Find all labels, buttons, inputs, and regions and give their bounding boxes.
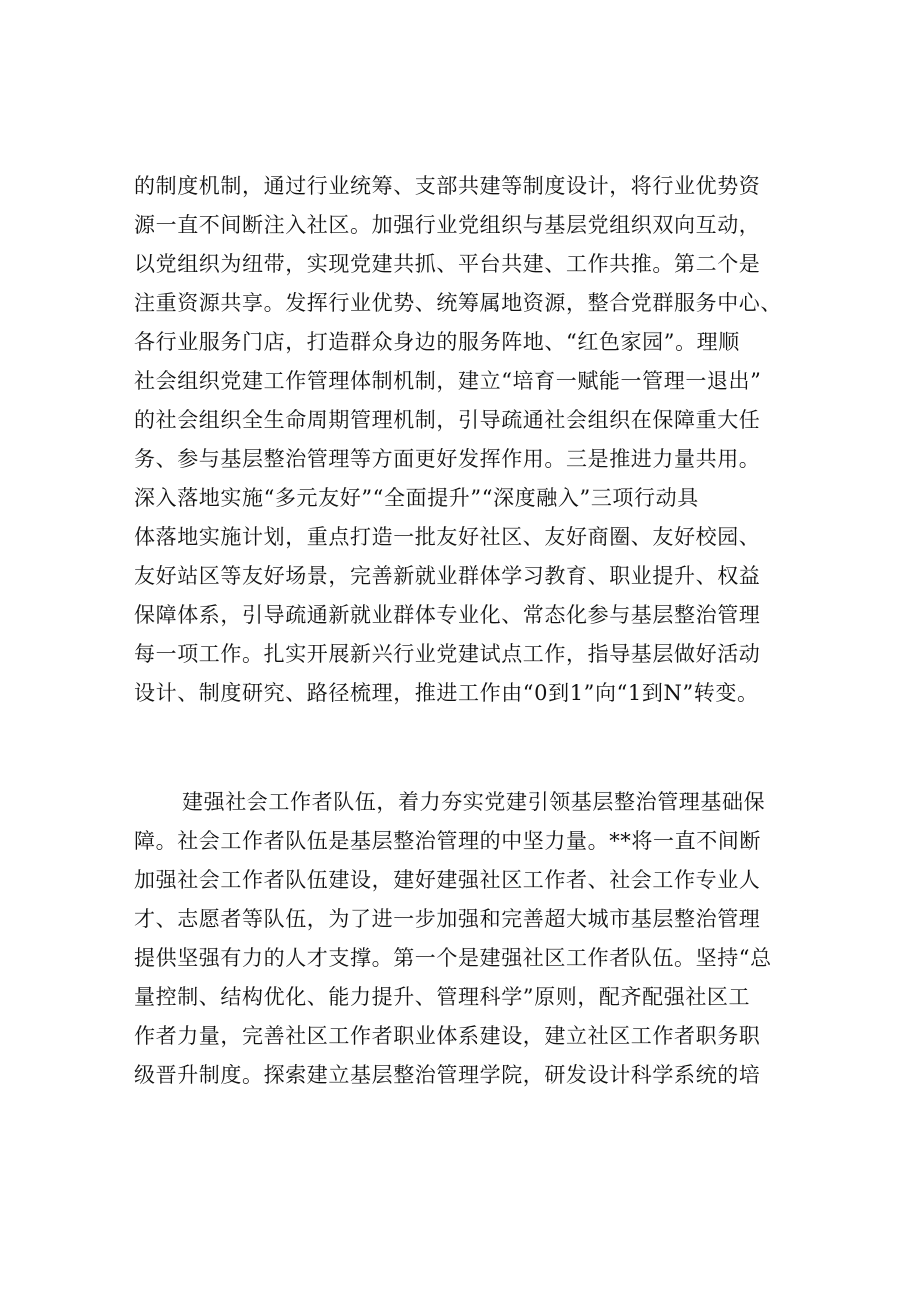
paragraph-1-line: 保障体系，引导疏通新就业群体专业化、常态化参与基层整治管理 bbox=[134, 603, 761, 627]
paragraph-2 bbox=[134, 783, 798, 1095]
paragraph-2-line: 建强社会工作者队伍，着力夯实党建引领基层整治管理基础保 bbox=[182, 790, 766, 814]
paragraph-1-line: 源一直不间断注入社区。加强行业党组织与基层党组织双向互动， bbox=[134, 213, 761, 237]
paragraph-2-line: 量控制、结构优化、能力提升、管理科学”原则，配齐配强社区工 bbox=[134, 985, 751, 1009]
paragraph-1-line: 友好站区等友好场景，完善新就业群体学习教育、职业提升、权益 bbox=[134, 564, 761, 588]
paragraph-1-line: 体落地实施计划，重点打造一批友好社区、友好商圈、友好校园、 bbox=[134, 525, 761, 549]
paragraph-2-line: 级晋升制度。探索建立基层整治管理学院，研发设计科学系统的培 bbox=[134, 1063, 761, 1087]
paragraph-1-line: 设计、制度研究、路径梳理，推进工作由“0到1”向“1到N”转变。 bbox=[134, 681, 759, 705]
paragraph-1-line: 的社会组织全生命周期管理机制，引导疏通社会组织在保障重大任 bbox=[134, 408, 761, 432]
paragraph-2-line: 提供坚强有力的人才支撑。第一个是建强社区工作者队伍。坚持“总 bbox=[134, 946, 772, 970]
paragraph-1-line: 注重资源共享。发挥行业优势、统筹属地资源，整合党群服务中心、 bbox=[134, 291, 782, 315]
paragraph-1-line: 各行业服务门店，打造群众身边的服务阵地、“红色家园”。理顺 bbox=[134, 330, 740, 354]
paragraph-2-line: 障。社会工作者队伍是基层整治管理的中坚力量。**将一直不间断 bbox=[134, 829, 761, 853]
paragraph-2-line: 才、志愿者等队伍，为了进一步加强和完善超大城市基层整治管理 bbox=[134, 907, 761, 931]
paragraph-1-line: 每一项工作。扎实开展新兴行业党建试点工作，指导基层做好活动 bbox=[134, 642, 761, 666]
paragraph-2-line: 加强社会工作者队伍建设，建好建强社区工作者、社会工作专业人 bbox=[134, 868, 761, 892]
paragraph-1-line: 社会组织党建工作管理体制机制，建立“培育一赋能一管理一退出” bbox=[134, 369, 762, 393]
paragraph-1-line: 深入落地实施“多元友好”“全面提升”“深度融入”三项行动具 bbox=[134, 486, 699, 510]
paragraph-1 bbox=[134, 167, 798, 713]
paragraph-1-line: 以党组织为纽带，实现党建共抓、平台共建、工作共推。第二个是 bbox=[134, 252, 761, 276]
paragraph-2-line: 作者力量，完善社区工作者职业体系建设，建立社区工作者职务职 bbox=[134, 1024, 761, 1048]
paragraph-1-line: 务、参与基层整治管理等方面更好发挥作用。三是推进力量共用。 bbox=[134, 447, 761, 471]
paragraph-1-line: 的制度机制，通过行业统筹、支部共建等制度设计，将行业优势资 bbox=[134, 174, 761, 198]
